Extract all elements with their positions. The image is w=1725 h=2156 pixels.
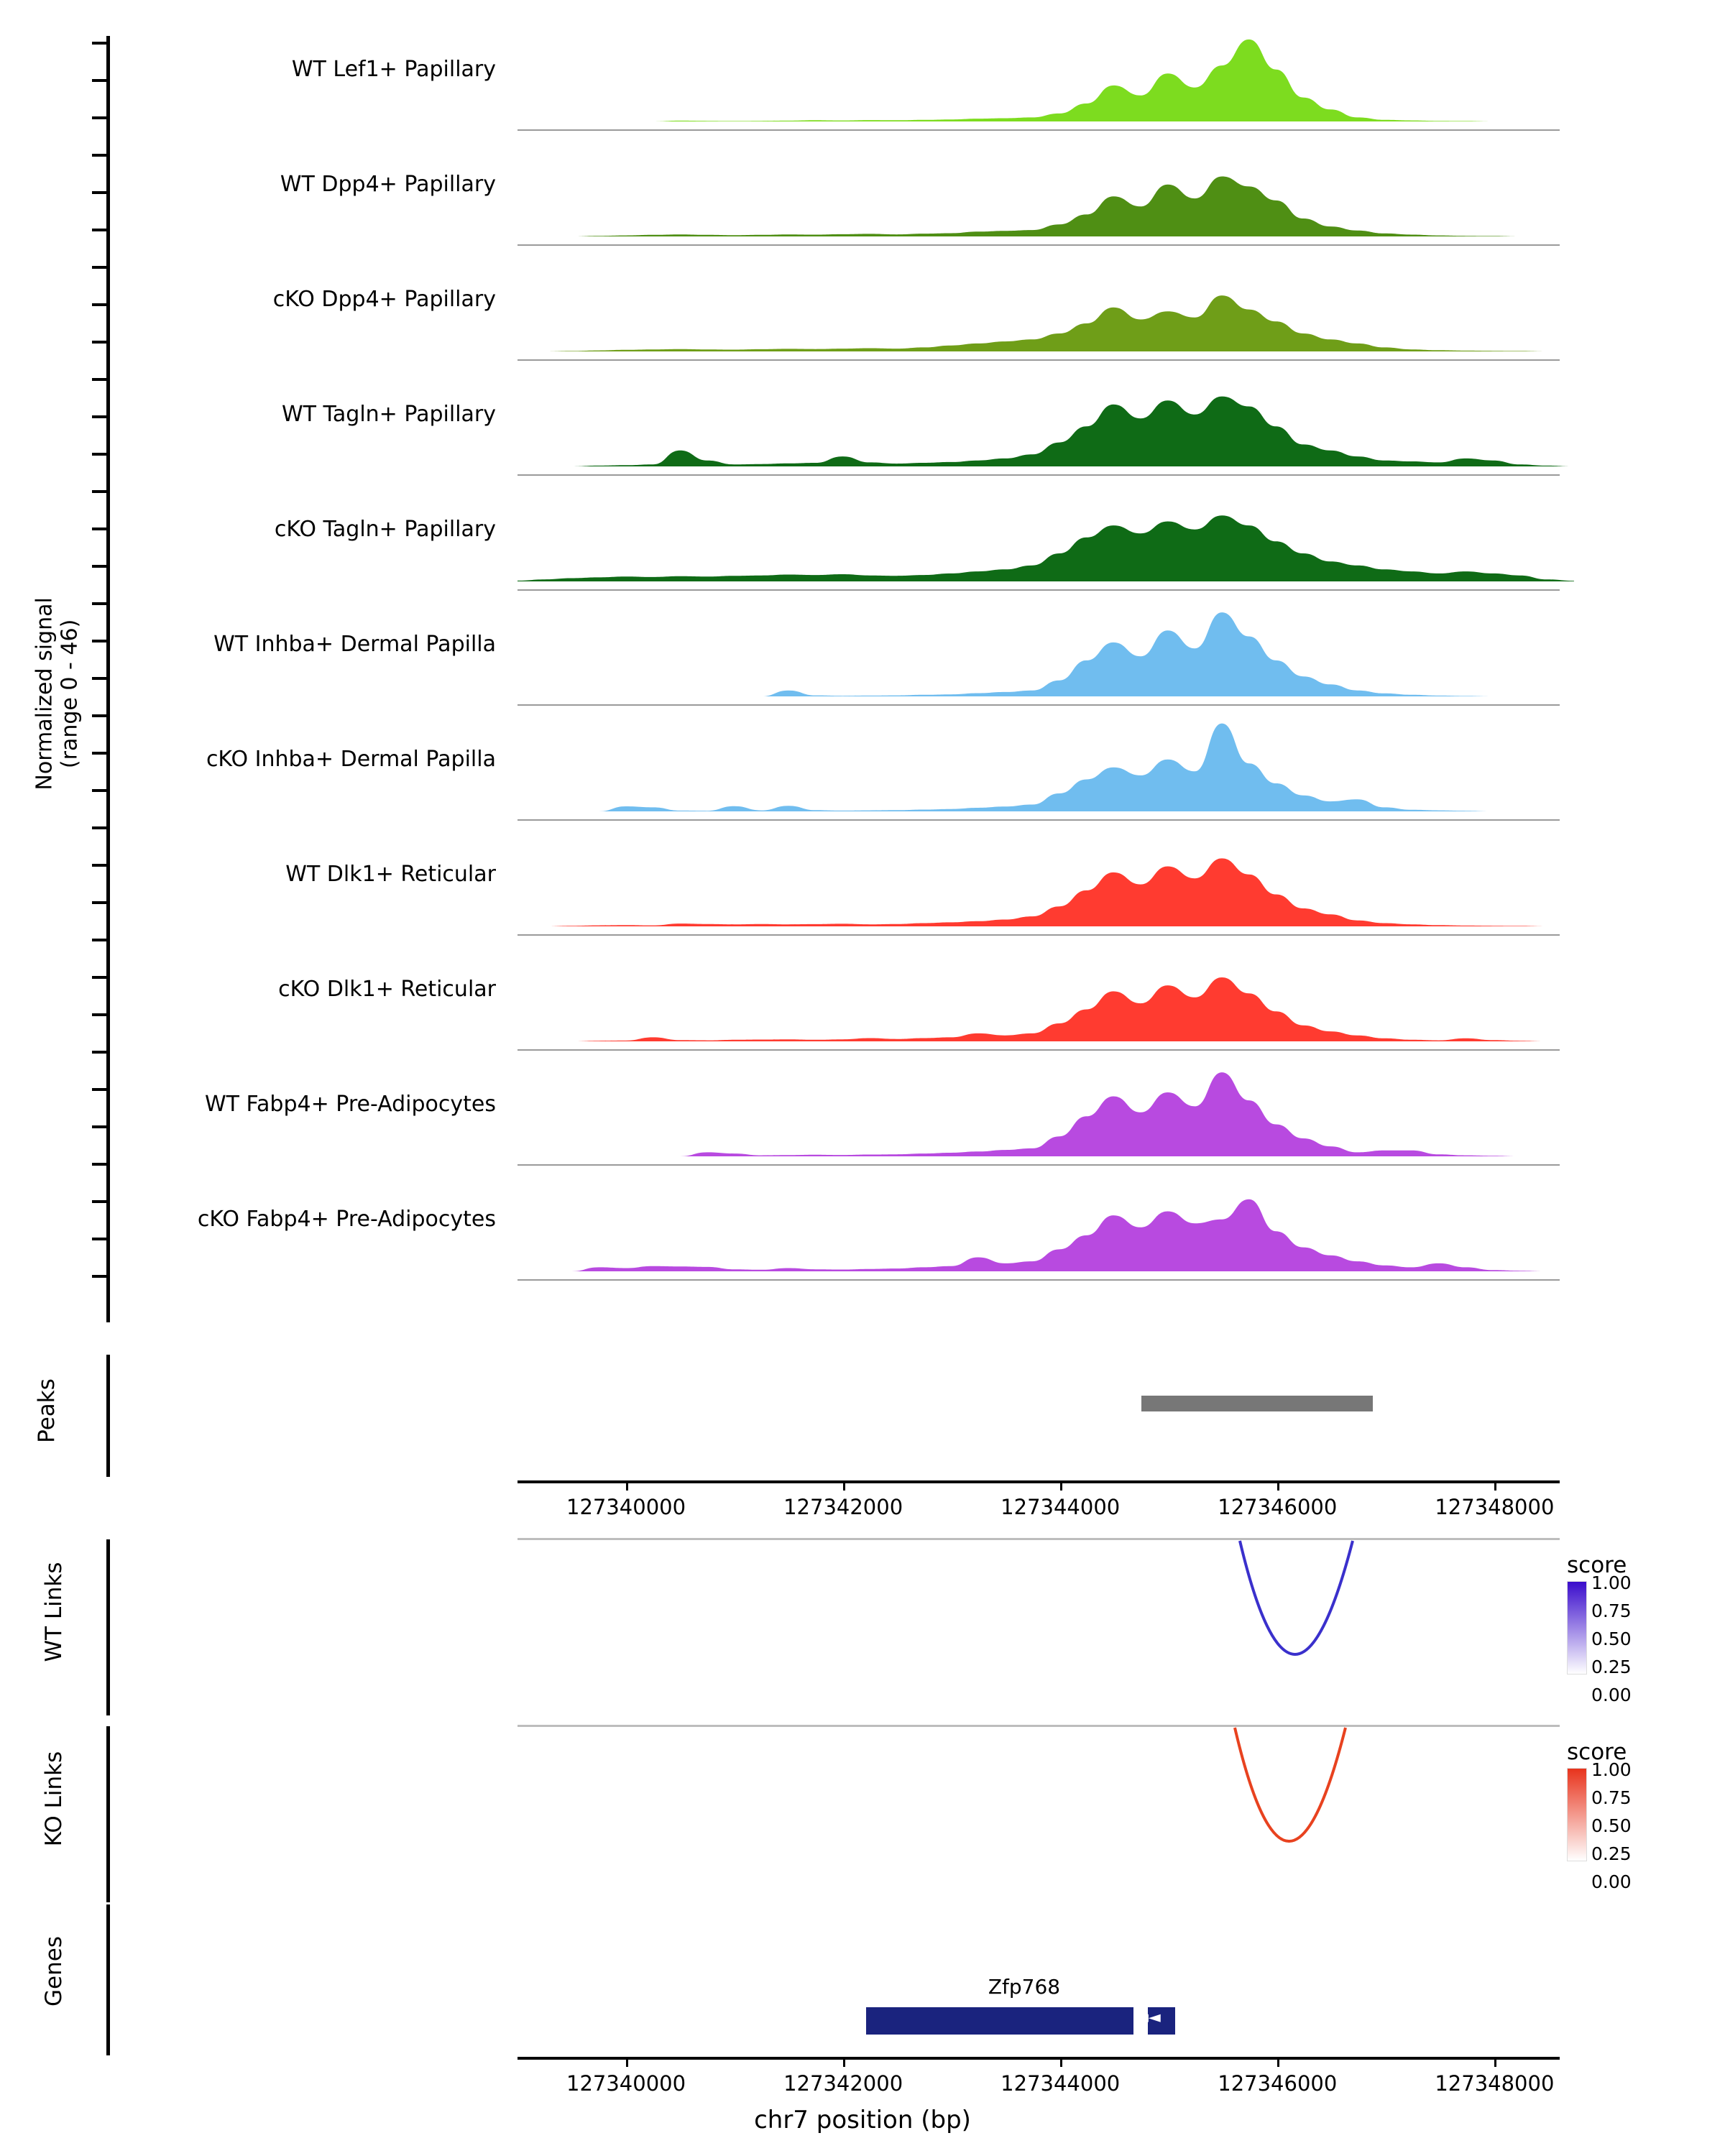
ko-links-plot bbox=[518, 1725, 1560, 1904]
coverage-track-plot bbox=[518, 1060, 1574, 1175]
genes-panel-label: Genes bbox=[41, 1936, 67, 2007]
ko-legend-ticks bbox=[1591, 1761, 1632, 1901]
x-axis-tick bbox=[1494, 2057, 1496, 2067]
wt-legend-ticks bbox=[1591, 1574, 1632, 1714]
x-axis-tick-label: 127342000 bbox=[783, 2071, 903, 2096]
wt-legend-colorbar bbox=[1567, 1581, 1587, 1674]
gene-label-zfp768: Zfp768 bbox=[988, 1975, 1061, 1999]
coverage-area bbox=[518, 255, 1574, 370]
peak-region-bar bbox=[1141, 1396, 1373, 1411]
coverage-track-label: cKO Fabp4+ Pre-Adipocytes bbox=[197, 1207, 496, 1232]
x-axis-tick bbox=[843, 1480, 845, 1491]
peaks-panel-label: Peaks bbox=[34, 1378, 60, 1443]
y-axis-label-line2: (range 0 - 46) bbox=[58, 619, 83, 769]
ko-legend-tick-3: 0.25 bbox=[1591, 1843, 1632, 1864]
coverage-track-plot bbox=[518, 485, 1574, 600]
coverage-track-label: WT Lef1+ Papillary bbox=[291, 57, 496, 82]
coverage-track-label: cKO Inhba+ Dermal Papilla bbox=[206, 747, 496, 772]
coverage-area bbox=[518, 370, 1574, 485]
peaks-panel bbox=[0, 1348, 1725, 1484]
x-axis-bottom bbox=[518, 2057, 1560, 2100]
x-axis-title: chr7 position (bp) bbox=[754, 2106, 971, 2134]
ko-legend-tick-0: 1.00 bbox=[1591, 1759, 1632, 1780]
wt-links-label: WT Links bbox=[41, 1562, 67, 1662]
ko-legend-tick-2: 0.50 bbox=[1591, 1815, 1632, 1836]
coverage-area bbox=[518, 1060, 1574, 1175]
x-axis-tick-label: 127342000 bbox=[783, 1495, 903, 1519]
coverage-track-label: cKO Dlk1+ Reticular bbox=[278, 977, 496, 1002]
x-axis-tick bbox=[626, 1480, 628, 1491]
wt-link-arc bbox=[518, 1538, 1560, 1718]
ko-legend-colorbar bbox=[1567, 1768, 1587, 1861]
coverage-track bbox=[115, 255, 1725, 370]
gene-exon-left bbox=[866, 2007, 1133, 2035]
coverage-track bbox=[115, 945, 1725, 1060]
peaks-spine bbox=[106, 1355, 110, 1477]
ko-links-label: KO Links bbox=[41, 1751, 67, 1847]
coverage-area bbox=[518, 945, 1574, 1060]
wt-legend-tick-2: 0.50 bbox=[1591, 1628, 1632, 1649]
coverage-baseline bbox=[518, 244, 1560, 246]
coverage-area bbox=[518, 25, 1574, 140]
coverage-track-label: WT Dpp4+ Papillary bbox=[280, 172, 496, 197]
coverage-track bbox=[115, 600, 1725, 715]
x-axis-tick-label: 127344000 bbox=[1000, 1495, 1121, 1519]
x-axis-top-line bbox=[518, 1480, 1560, 1483]
coverage-track-plot bbox=[518, 255, 1574, 370]
coverage-track-plot bbox=[518, 715, 1574, 830]
coverage-track-plot bbox=[518, 600, 1574, 715]
coverage-track-plot bbox=[518, 830, 1574, 945]
coverage-track bbox=[115, 370, 1725, 485]
coverage-track bbox=[115, 25, 1725, 140]
coverage-baseline bbox=[518, 1164, 1560, 1166]
coverage-baseline bbox=[518, 589, 1560, 591]
x-axis-tick-label: 127344000 bbox=[1000, 2071, 1121, 2096]
coverage-baseline bbox=[518, 819, 1560, 821]
coverage-area bbox=[518, 1175, 1574, 1290]
ko-legend-tick-1: 0.75 bbox=[1591, 1787, 1632, 1808]
x-axis-tick bbox=[1277, 2057, 1279, 2067]
x-axis-tick-label: 127348000 bbox=[1435, 1495, 1555, 1519]
y-axis-label-line1: Normalized signal bbox=[32, 597, 58, 791]
coverage-area bbox=[518, 600, 1574, 715]
ko-legend-tick-4: 0.00 bbox=[1591, 1871, 1632, 1892]
coverage-area bbox=[518, 715, 1574, 830]
wt-links-legend bbox=[1567, 1552, 1725, 1705]
gene-strand-arrow: ◄◄ bbox=[1136, 2009, 1161, 2027]
coverage-baseline bbox=[518, 1279, 1560, 1281]
coverage-area bbox=[518, 485, 1574, 600]
x-axis-tick bbox=[843, 2057, 845, 2067]
gene-model-zfp768 bbox=[866, 2007, 1175, 2035]
coverage-baseline bbox=[518, 934, 1560, 936]
ko-links-panel bbox=[0, 1718, 1725, 1912]
coverage-track-label: WT Fabp4+ Pre-Adipocytes bbox=[205, 1092, 496, 1117]
x-axis-top bbox=[518, 1480, 1560, 1524]
coverage-track-plot bbox=[518, 140, 1574, 255]
genes-spine bbox=[106, 1904, 110, 2055]
x-axis-tick-label: 127340000 bbox=[566, 1495, 686, 1519]
x-axis-tick-label: 127346000 bbox=[1218, 2071, 1338, 2096]
coverage-track bbox=[115, 715, 1725, 830]
ko-links-spine bbox=[106, 1726, 110, 1902]
coverage-track-plot bbox=[518, 370, 1574, 485]
coverage-track-plot bbox=[518, 1175, 1574, 1290]
wt-legend-tick-4: 0.00 bbox=[1591, 1685, 1632, 1705]
wt-legend-title: score bbox=[1567, 1552, 1627, 1578]
genes-panel bbox=[0, 1897, 1725, 2063]
x-axis-tick bbox=[1060, 2057, 1062, 2067]
wt-links-panel bbox=[0, 1531, 1725, 1725]
coverage-baseline bbox=[518, 474, 1560, 476]
coverage-track bbox=[115, 1175, 1725, 1290]
coverage-baseline bbox=[518, 359, 1560, 361]
coverage-track-plot bbox=[518, 945, 1574, 1060]
coverage-area bbox=[518, 830, 1574, 945]
coverage-baseline bbox=[518, 704, 1560, 706]
x-axis-bottom-line bbox=[518, 2057, 1560, 2060]
coverage-track bbox=[115, 1060, 1725, 1175]
coverage-track-label: cKO Dpp4+ Papillary bbox=[272, 287, 496, 312]
x-axis-tick bbox=[626, 2057, 628, 2067]
wt-legend-tick-1: 0.75 bbox=[1591, 1600, 1632, 1621]
x-axis-tick bbox=[1494, 1480, 1496, 1491]
wt-legend-tick-0: 1.00 bbox=[1591, 1572, 1632, 1593]
ko-links-legend bbox=[1567, 1739, 1725, 1892]
coverage-track bbox=[115, 140, 1725, 255]
x-axis-tick-label: 127340000 bbox=[566, 2071, 686, 2096]
wt-legend-tick-3: 0.25 bbox=[1591, 1657, 1632, 1677]
coverage-track-label: WT Dlk1+ Reticular bbox=[285, 862, 496, 887]
coverage-track bbox=[115, 830, 1725, 945]
x-axis-tick-label: 127346000 bbox=[1218, 1495, 1338, 1519]
x-axis-tick bbox=[1060, 1480, 1062, 1491]
coverage-track-label: cKO Tagln+ Papillary bbox=[274, 517, 496, 542]
coverage-track bbox=[115, 485, 1725, 600]
ko-legend-title: score bbox=[1567, 1739, 1627, 1765]
wt-links-plot bbox=[518, 1538, 1560, 1718]
ko-link-arc bbox=[518, 1725, 1560, 1904]
coverage-baseline bbox=[518, 129, 1560, 131]
x-axis-tick bbox=[1277, 1480, 1279, 1491]
x-axis-tick-label: 127348000 bbox=[1435, 2071, 1555, 2096]
coverage-track-plot bbox=[518, 25, 1574, 140]
wt-links-spine bbox=[106, 1539, 110, 1715]
coverage-baseline bbox=[518, 1049, 1560, 1051]
coverage-track-label: WT Tagln+ Papillary bbox=[282, 402, 496, 427]
coverage-area bbox=[518, 140, 1574, 255]
coverage-track-label: WT Inhba+ Dermal Papilla bbox=[213, 632, 496, 657]
